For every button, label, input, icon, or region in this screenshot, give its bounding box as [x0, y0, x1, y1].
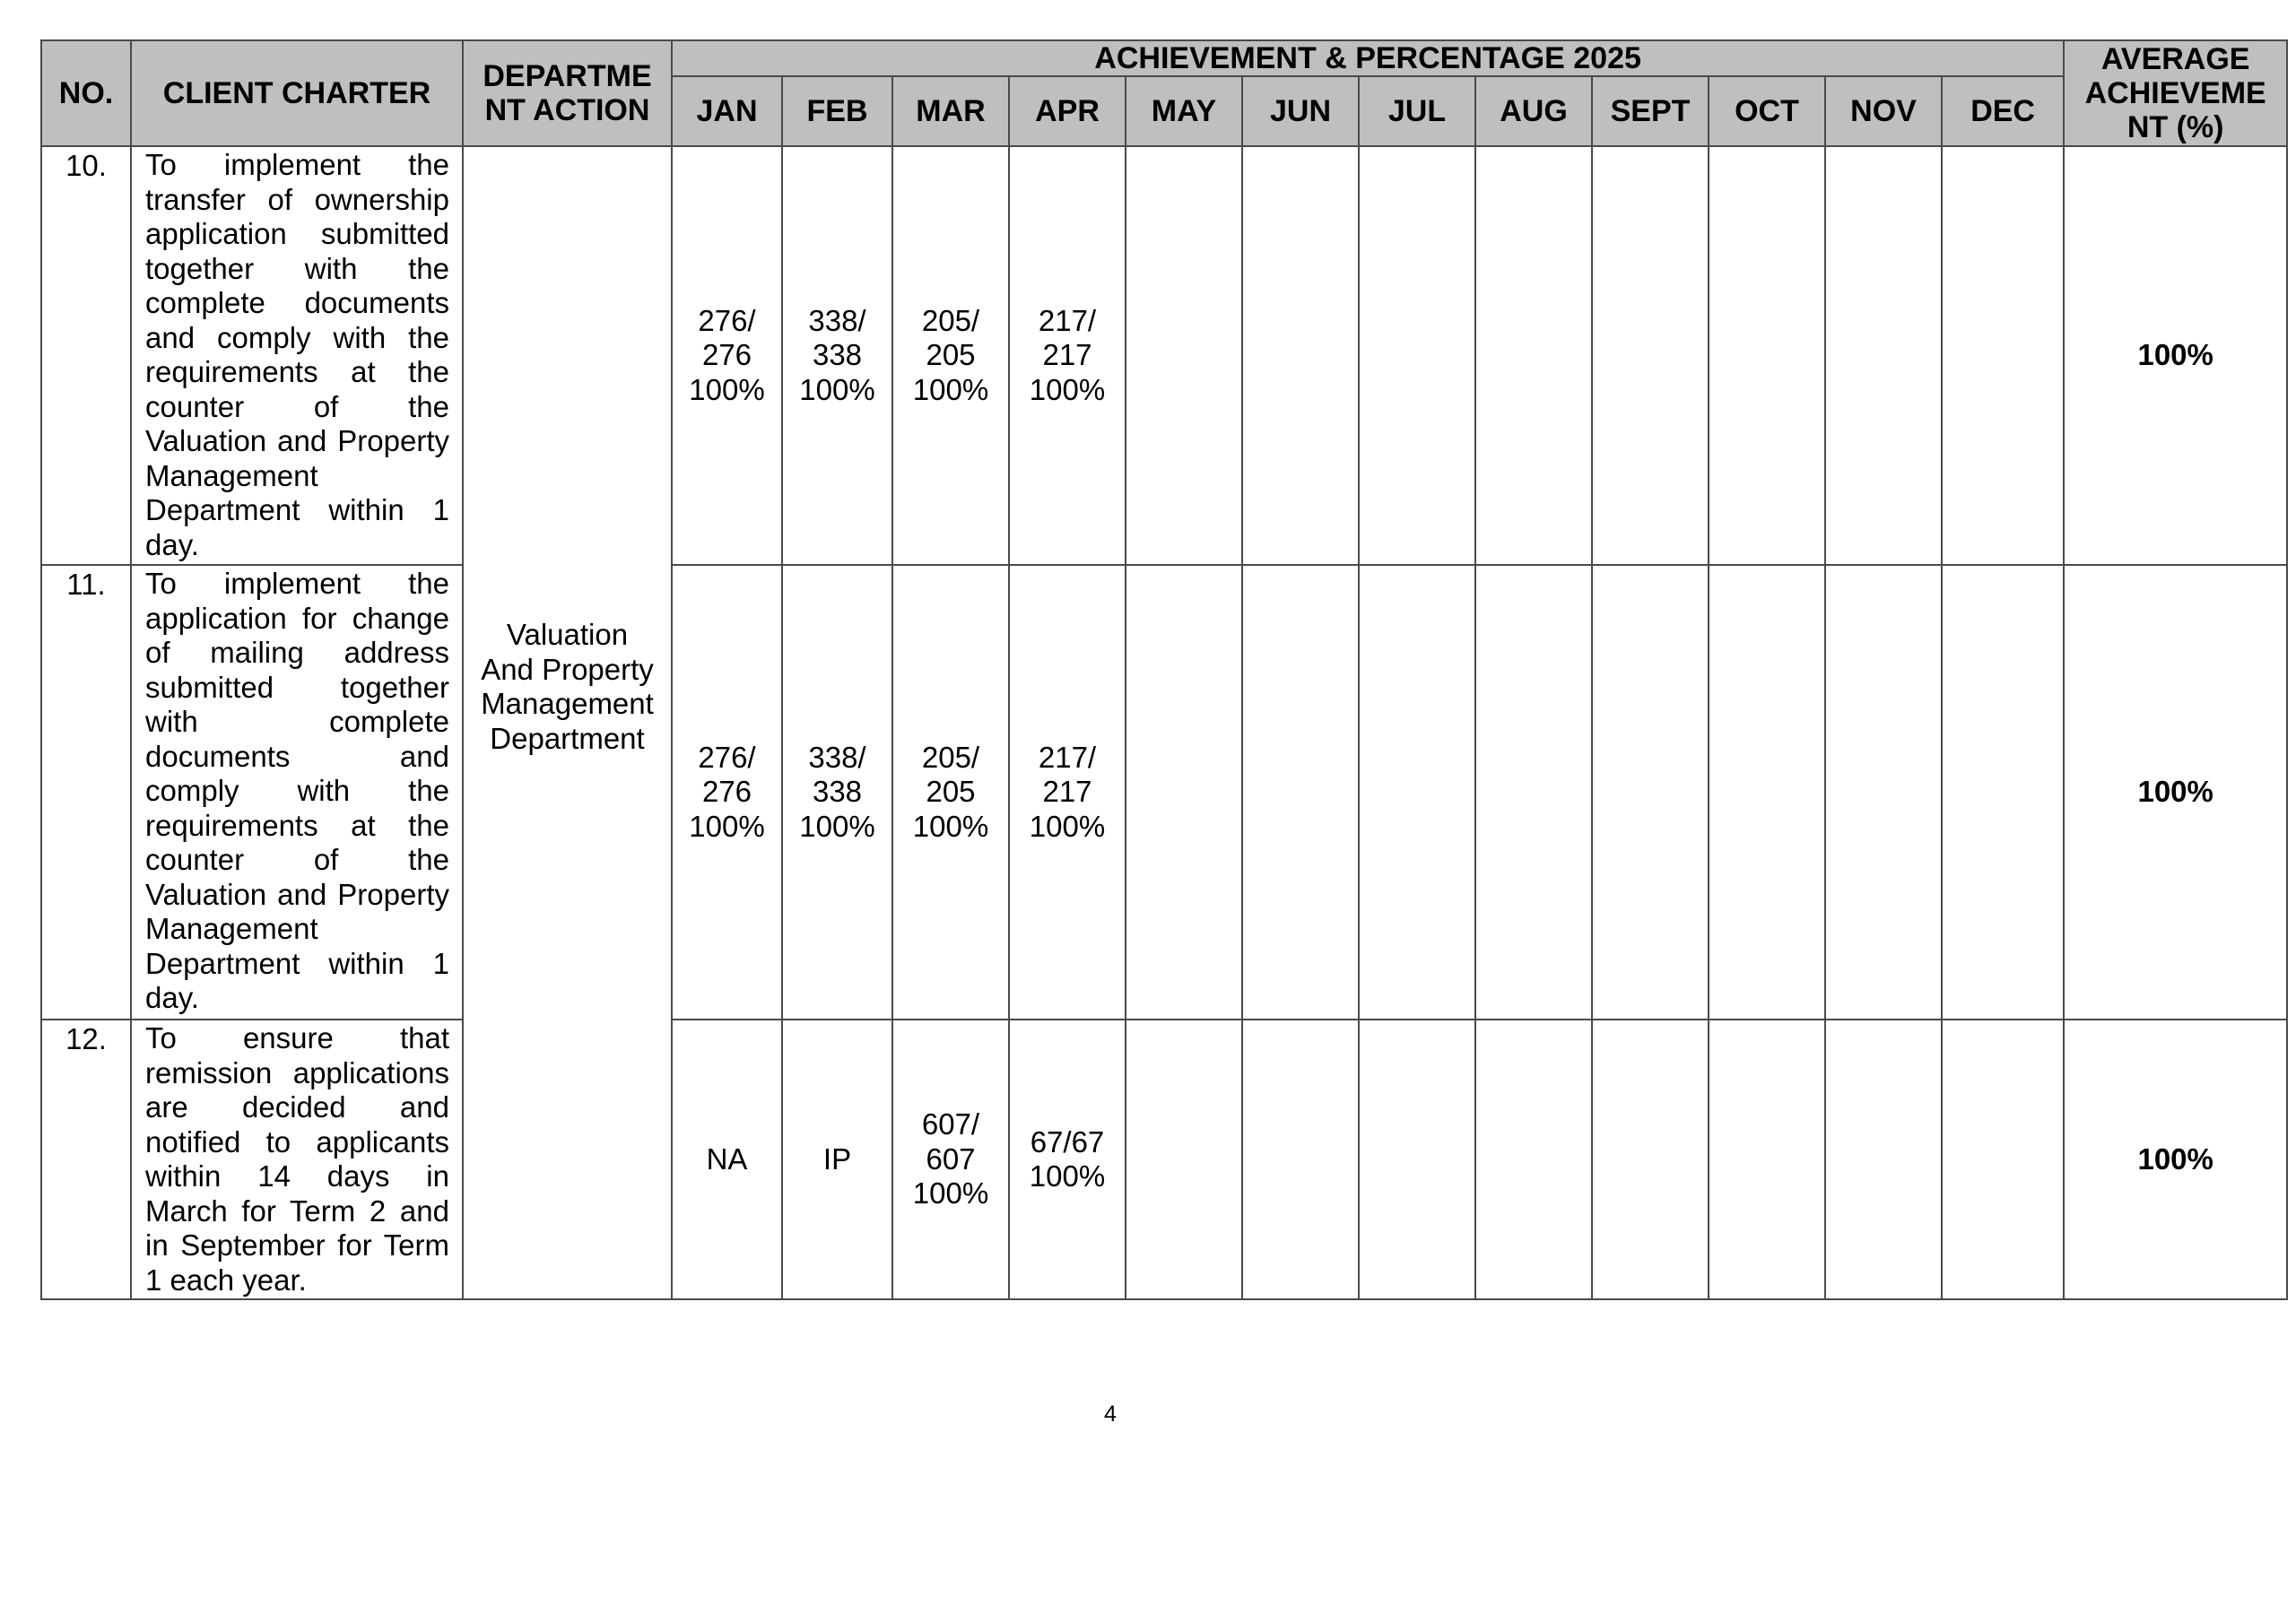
page-number: 4 — [1104, 1402, 1117, 1427]
month-value-sept — [1592, 146, 1709, 565]
month-value-nov — [1825, 146, 1942, 565]
header-month-nov: NOV — [1825, 76, 1942, 146]
month-value-may — [1126, 1020, 1242, 1299]
month-value-apr: 67/67 100% — [1009, 1020, 1126, 1299]
header-month-jul: JUL — [1359, 76, 1475, 146]
table-row — [41, 1020, 2287, 1299]
month-value-dec — [1942, 565, 2064, 1020]
header-month-mar: MAR — [892, 76, 1009, 146]
month-value-aug — [1475, 565, 1592, 1020]
month-value-mar: 607/ 607 100% — [892, 1020, 1009, 1299]
month-value-sept — [1592, 1020, 1709, 1299]
header-department-action: DEPARTME NT ACTION — [463, 40, 672, 146]
header-month-sept: SEPT — [1592, 76, 1709, 146]
client-charter-table — [40, 39, 2288, 1300]
month-value-jul — [1359, 146, 1475, 565]
month-value-aug — [1475, 146, 1592, 565]
month-value-may — [1126, 565, 1242, 1020]
month-value-feb: 338/ 338 100% — [782, 565, 892, 1020]
header-month-apr: APR — [1009, 76, 1126, 146]
header-client-charter: CLIENT CHARTER — [131, 40, 463, 146]
table-row — [41, 146, 2287, 565]
row-number: 11. — [41, 565, 131, 1020]
month-value-jan: 276/ 276 100% — [672, 565, 782, 1020]
month-value-nov — [1825, 565, 1942, 1020]
month-value-jul — [1359, 565, 1475, 1020]
month-value-dec — [1942, 146, 2064, 565]
month-value-jun — [1242, 1020, 1359, 1299]
month-value-mar: 205/ 205 100% — [892, 146, 1009, 565]
header-average-achievement: AVERAGE ACHIEVEME NT (%) — [2064, 40, 2287, 146]
table-row — [41, 565, 2287, 1020]
row-number: 10. — [41, 146, 131, 565]
month-value-dec — [1942, 1020, 2064, 1299]
header-no: NO. — [41, 40, 131, 146]
month-value-may — [1126, 146, 1242, 565]
month-value-mar: 205/ 205 100% — [892, 565, 1009, 1020]
month-value-nov — [1825, 1020, 1942, 1299]
month-value-feb: 338/ 338 100% — [782, 146, 892, 565]
client-charter-text: To implement the transfer of ownership application submitted together with the complete documents and comply with the requirements at the counter of the Valuation and Property Management Department within 1 day. — [131, 146, 463, 565]
month-value-oct — [1709, 1020, 1825, 1299]
average-achievement-value: 100% — [2064, 146, 2287, 565]
header-row-1 — [41, 40, 2287, 76]
month-value-oct — [1709, 146, 1825, 565]
department-action-cell: Valuation And Property Management Department — [463, 146, 672, 1299]
month-value-oct — [1709, 565, 1825, 1020]
header-month-may: MAY — [1126, 76, 1242, 146]
average-achievement-value: 100% — [2064, 565, 2287, 1020]
month-value-jan: 276/ 276 100% — [672, 146, 782, 565]
month-value-jan: NA — [672, 1020, 782, 1299]
month-value-sept — [1592, 565, 1709, 1020]
header-month-oct: OCT — [1709, 76, 1825, 146]
header-month-feb: FEB — [782, 76, 892, 146]
header-month-dec: DEC — [1942, 76, 2064, 146]
month-value-apr: 217/ 217 100% — [1009, 565, 1126, 1020]
month-value-apr: 217/ 217 100% — [1009, 146, 1126, 565]
header-month-jun: JUN — [1242, 76, 1359, 146]
header-achievement-percentage: ACHIEVEMENT & PERCENTAGE 2025 — [672, 40, 2064, 76]
client-charter-text: To ensure that remission applications are decided and notified to applicants within 14 days in March for Term 2 and in September for Term 1 each year. — [131, 1020, 463, 1299]
month-value-aug — [1475, 1020, 1592, 1299]
month-value-jun — [1242, 565, 1359, 1020]
month-value-jun — [1242, 146, 1359, 565]
month-value-jul — [1359, 1020, 1475, 1299]
client-charter-text: To implement the application for change of mailing address submitted together with complete documents and comply with the requirements at the counter of the Valuation and Property Management Department within 1 day. — [131, 565, 463, 1020]
month-value-feb: IP — [782, 1020, 892, 1299]
average-achievement-value: 100% — [2064, 1020, 2287, 1299]
header-month-jan: JAN — [672, 76, 782, 146]
header-month-aug: AUG — [1475, 76, 1592, 146]
row-number: 12. — [41, 1020, 131, 1299]
